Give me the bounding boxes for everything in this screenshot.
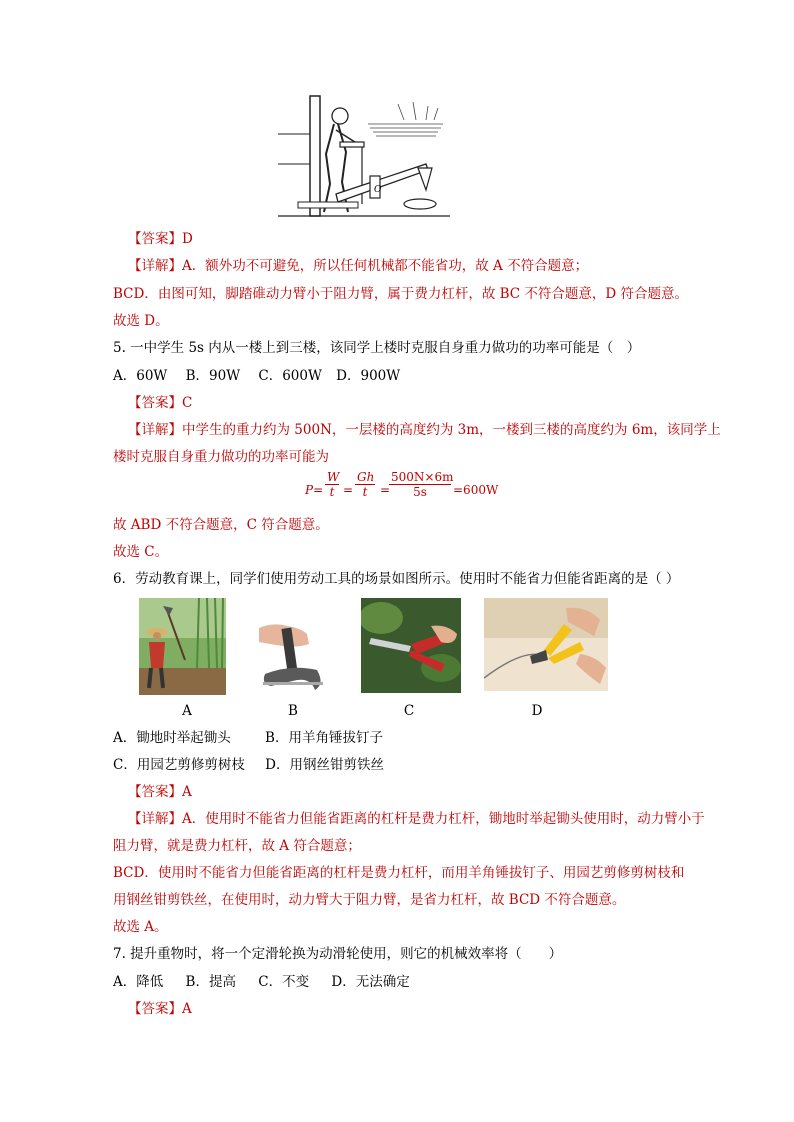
caption-d: D [531,703,543,719]
q5-option-a: A．60W [113,368,168,384]
q4-conclusion: 故选 D。 [113,313,169,329]
photo-pliers [484,598,608,691]
q6-conclusion: 故选 A。 [113,919,168,935]
q5-detail-1: 【详解】中学生的重力约为 500N，一层楼的高度约为 3m，一楼到三楼的高度约为 6m，该同学上 [128,422,721,438]
foot-pestle-figure [278,94,450,224]
q7-option-a: A．降低 [113,974,164,990]
q5-answer: 【答案】C [128,395,193,411]
q6-detail-2: 阻力臂，就是费力杠杆，故 A 符合题意； [113,838,361,854]
q6-detail-3: BCD．使用时不能省力但能省距离的杠杆是费力杠杆，而用羊角锤拔钉子、用园艺剪修剪树枝和 [113,865,685,881]
q6-detail-1: 【详解】A．使用时不能省力但能省距离的杠杆是费力杠杆，锄地时举起锄头使用时，动力臂小于 [128,811,705,827]
q5-detail-3: 故 ABD 不符合题意，C 符合题意。 [113,517,329,533]
q6-option-d: D．用钢丝钳剪铁丝 [265,757,384,773]
q5-options [113,367,400,385]
formula-lhs: P= [305,483,324,497]
formula-eq-1: = [343,483,354,497]
q6-options-row-2 [113,756,384,774]
q6-option-c: C．用园艺剪修剪树枝 [113,757,245,773]
caption-a: A [182,703,192,719]
q4-detail-2: BCD．由图可知，脚踏碓动力臂小于阻力臂，属于费力杠杆，故 BC 不符合题意，D 符合题意。 [113,286,689,302]
q4-detail-1: 【详解】A．额外功不可避免，所以任何机械都不能省功，故 A 不符合题意； [128,258,589,274]
formula-frac-3: $\frac{500N\times 6m}{5s}$ [391,470,454,499]
photo-claw-hammer [257,598,329,693]
q5-stem: 5. 一中学生 5s 内从一楼上到三楼，该同学上楼时克服自身重力做功的功率可能是（ ） [113,340,641,356]
q6-option-b: B．用羊角锤拔钉子 [265,730,383,746]
formula-frac-2: $\frac{Gh}{t}$ [357,470,375,499]
q7-options [113,973,410,991]
q6-option-a: A．锄地时举起锄头 [113,730,231,746]
q7-stem: 7. 提升重物时，将一个定滑轮换为动滑轮使用，则它的机械效率将（ ） [113,946,563,962]
q5-conclusion: 故选 C。 [113,544,169,560]
photo-garden-shears [361,598,461,693]
caption-c: C [403,703,415,719]
formula-rhs: =600W [453,483,499,497]
caption-b: B [288,703,298,719]
pivot-label: O [374,185,382,195]
q7-option-c: C．不变 [258,974,310,990]
q7-answer: 【答案】A [128,1001,192,1017]
q5-option-d: D．900W [336,368,401,384]
q5-detail-2: 楼时克服自身重力做功的功率可能为 [113,449,329,465]
q6-detail-4: 用钢丝钳剪铁丝，在使用时，动力臂大于阻力臂，是省力杠杆，故 BCD 不符合题意。 [113,892,626,908]
q6-answer: 【答案】A [128,784,192,800]
photo-hoeing [139,598,226,695]
q7-option-b: B．提高 [185,974,236,990]
q4-answer: 【答案】D [128,231,193,247]
formula-eq-2: = [380,483,391,497]
q7-option-d: D．无法确定 [331,974,410,990]
q6-options-row-1 [113,729,383,747]
q5-option-b: B．90W [185,368,241,384]
formula-frac-1: $\frac{W}{t}$ [327,470,340,499]
q5-option-c: C．600W [258,368,322,384]
q6-stem: 6．劳动教育课上，同学们使用劳动工具的场景如图所示。使用时不能省力但能省距离的是（ ） [113,571,680,587]
